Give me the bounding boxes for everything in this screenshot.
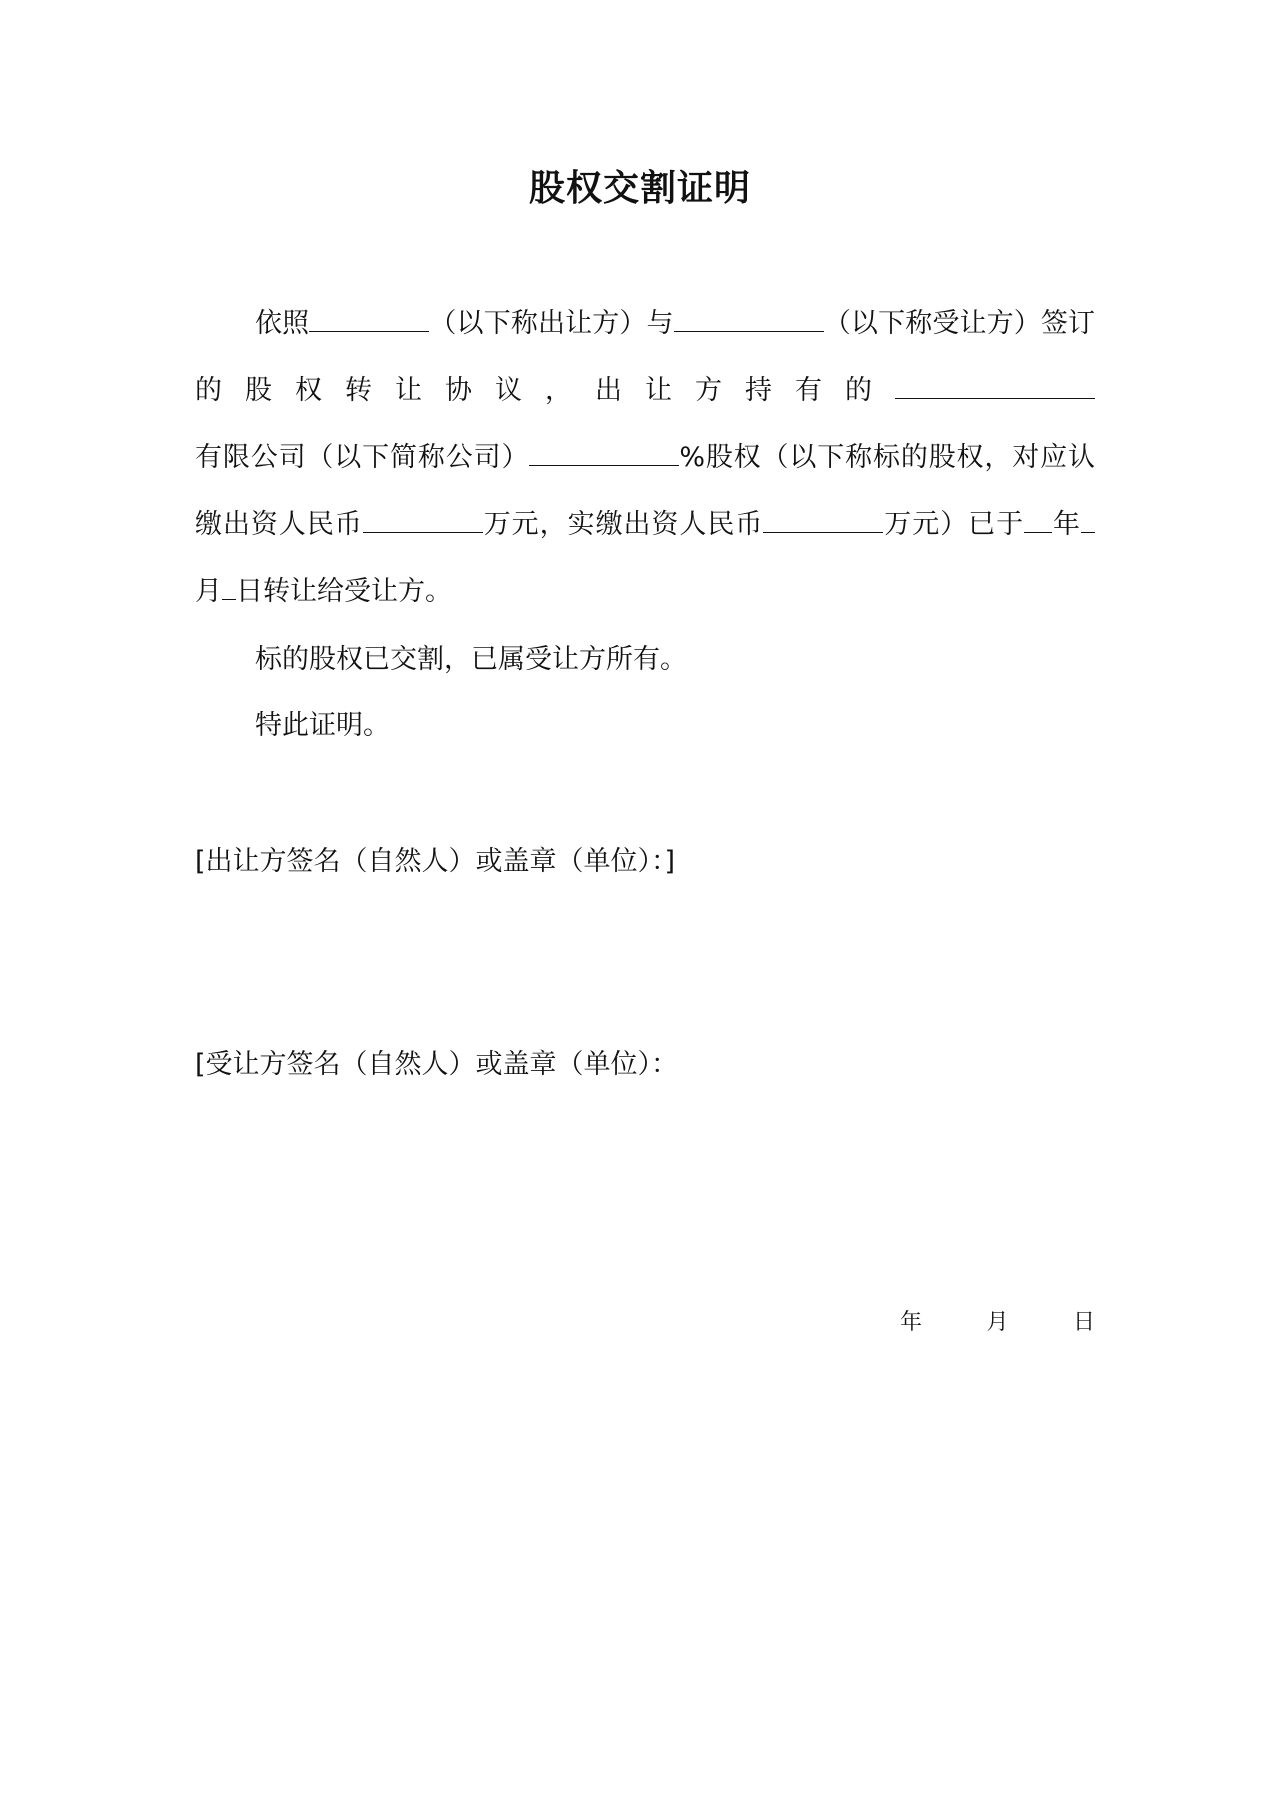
document-title: 股权交割证明 [528, 168, 751, 209]
date-year: 年 [900, 1310, 923, 1335]
paragraph-hereby-certify: 特此证明。 [255, 710, 390, 741]
text-segment: （以下称受让方）签订的股权转让协议，出让方持有的 [195, 308, 1096, 406]
year-blank[interactable] [1024, 531, 1052, 533]
subscribed-capital-blank[interactable] [363, 531, 483, 533]
paragraph-delivered: 标的股权已交割，已属受让方所有。 [255, 644, 687, 675]
transferee-blank[interactable] [674, 330, 824, 332]
paragraph-agreement [195, 290, 1095, 625]
text-segment: %股权（以下称标的股权，对应认缴出资人民币 [195, 442, 1095, 540]
date-row [900, 1305, 1095, 1336]
company-name-blank[interactable] [895, 397, 1095, 399]
date-month: 月 [986, 1310, 1009, 1335]
text-segment: 依照 [255, 308, 310, 339]
month-blank[interactable] [1081, 531, 1095, 533]
text-segment: （以下称出让方）与 [429, 308, 674, 339]
date-day: 日 [1072, 1310, 1095, 1335]
percentage-blank[interactable] [529, 464, 679, 466]
text-segment: 万元）已于 [883, 509, 1025, 540]
text-segment: 有限公司（以下简称公司） [195, 442, 530, 473]
text-segment: 万元，实缴出资人民币 [482, 509, 764, 540]
day-blank[interactable] [222, 598, 236, 600]
signature-transferee: [受让方签名（自然人）或盖章（单位）： [195, 1049, 679, 1080]
signature-transferor: [出让方签名（自然人）或盖章（单位）：] [195, 846, 676, 877]
text-segment: 月 [195, 576, 222, 607]
paid-capital-blank[interactable] [763, 531, 883, 533]
text-segment: 年 [1052, 509, 1082, 540]
text-segment: 日转让给受让方。 [236, 576, 452, 607]
transferor-blank[interactable] [309, 330, 429, 332]
